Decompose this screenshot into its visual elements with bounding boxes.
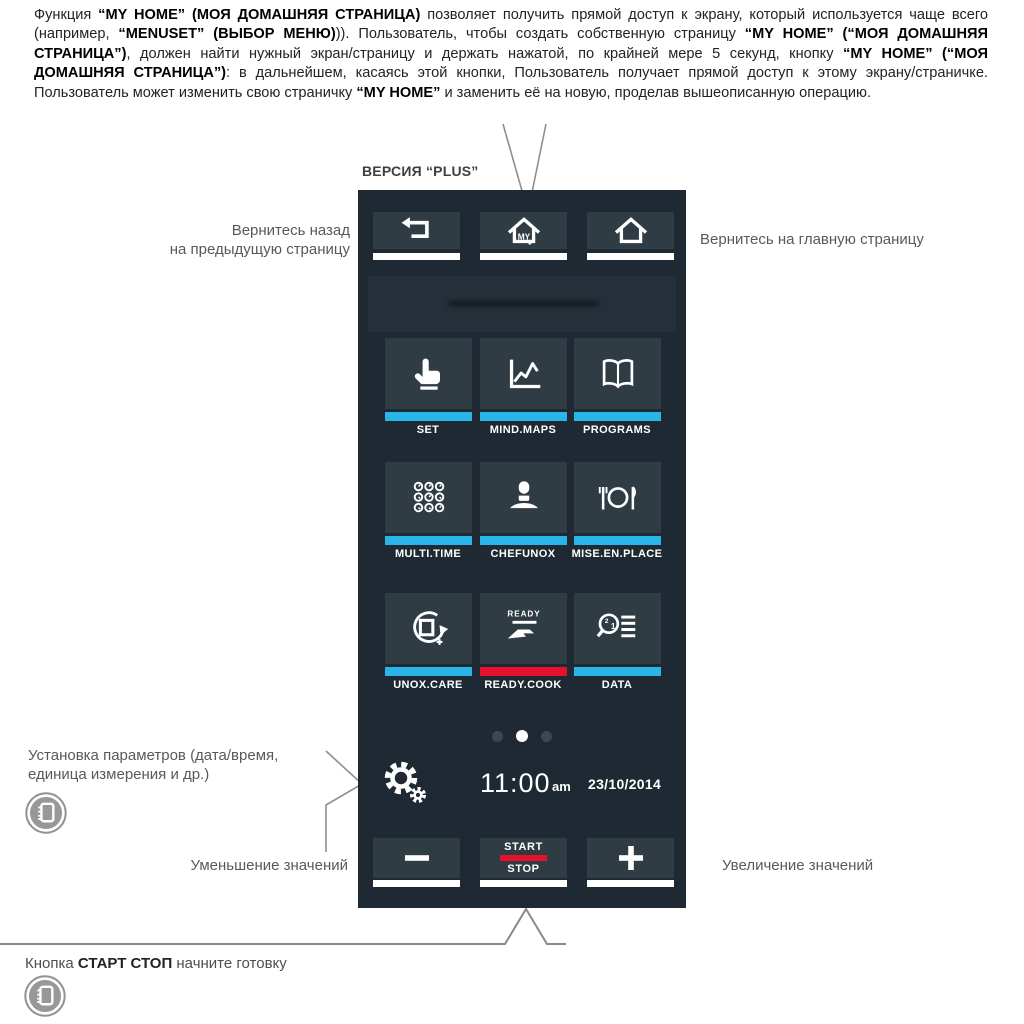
callout-settings-line1: Установка параметров (дата/время, [28, 747, 279, 764]
tile-set-label: SET [416, 424, 440, 436]
start-stop-callout-line [0, 909, 566, 944]
chart-icon [501, 351, 547, 397]
faint-text-smudge [448, 301, 598, 306]
callout-back-line2: на предыдущую страницу [169, 241, 350, 258]
my-home-star-dot [528, 241, 531, 244]
tile-chefunox-label: CHEFUNOX [490, 548, 556, 560]
tile-unox-care[interactable] [385, 593, 472, 664]
data-digit-2: 2 [604, 617, 609, 625]
tile-chefunox[interactable] [480, 462, 567, 533]
start-stop-note [25, 955, 287, 972]
ready-cook-hand-icon [501, 606, 547, 652]
data-search-list-icon [595, 606, 641, 652]
mind-maps-bar [480, 412, 567, 421]
open-book-icon [595, 351, 641, 397]
pagination-dot-1[interactable] [516, 730, 528, 742]
set-bar [385, 412, 472, 421]
tile-data[interactable] [574, 593, 661, 664]
stop-label: STOP [507, 863, 540, 875]
callout-home-label: Вернитесь на главную страницу [700, 231, 924, 248]
my-home-button-underline [480, 253, 567, 260]
tile-data-label: DATA [601, 679, 633, 691]
decrease-button-underline [373, 880, 460, 887]
unox-care-bar [385, 667, 472, 676]
tile-programs[interactable] [574, 338, 661, 409]
tile-mise-en-place-label: MISE.EN.PLACE [571, 548, 663, 560]
version-label: ВЕРСИЯ “PLUS” [362, 163, 479, 179]
settings-callout-line [326, 751, 362, 852]
start-stop-note-suffix: начните готовку [172, 955, 287, 972]
clock-time: 11:00 [480, 768, 551, 798]
my-home-icon [504, 211, 544, 251]
home-button[interactable] [587, 212, 674, 249]
home-button-underline [587, 253, 674, 260]
callout-back-line1: Вернитесь назад [231, 222, 350, 239]
pagination-dot-0[interactable] [492, 731, 503, 742]
data-digit-1: 1 [610, 621, 615, 631]
increase-button[interactable] [587, 838, 674, 878]
tile-programs-label: PROGRAMS [583, 424, 651, 436]
plus-icon [614, 841, 648, 875]
my-home-icon-text: MY [517, 230, 530, 241]
start-stop-button[interactable] [480, 838, 567, 878]
manual-reference-icon [24, 791, 68, 835]
tile-mind-maps-label: MIND.MAPS [489, 424, 557, 436]
care-refresh-icon [406, 606, 452, 652]
multi-clock-grid-icon [406, 475, 452, 521]
programs-bar [574, 412, 661, 421]
home-icon [611, 211, 651, 251]
tile-mise-en-place[interactable] [574, 462, 661, 533]
pagination-dots [486, 729, 558, 743]
mise-en-place-bar [574, 536, 661, 545]
manual-reference-icon-bottom [23, 974, 67, 1018]
tile-unox-care-label: UNOX.CARE [393, 679, 463, 691]
tile-multi-time[interactable] [385, 462, 472, 533]
clock-date: 23/10/2014 [588, 776, 662, 792]
tile-set[interactable] [385, 338, 472, 409]
callout-back-label [100, 221, 350, 259]
minus-icon [400, 841, 434, 875]
my-home-button[interactable] [480, 212, 567, 249]
callout-settings-line2: единица измерения и др.) [28, 766, 210, 783]
clock-meridiem: am [552, 779, 571, 794]
callout-settings-label [28, 746, 278, 784]
back-arrow-icon [398, 212, 436, 250]
tile-ready-cook[interactable] [480, 593, 567, 664]
ready-cook-bar [480, 667, 567, 676]
pagination-dot-2[interactable] [541, 731, 552, 742]
start-stop-button-underline [480, 880, 567, 887]
callout-increase-label: Увеличение значений [722, 857, 874, 874]
intro-paragraph: Функция “MY HOME” (МОЯ ДОМАШНЯЯ СТРАНИЦА) позволяет получить прямой доступ к экрану, который используется чаще всего (например, “MENUSET” (ВЫБОР МЕНЮ))). Пользователь, чтобы создать собственную страницу “MY HOME” (“МОЯ ДОМАШНЯЯ СТРАНИЦА”), должен найти нужный экран/страницу и держать нажатой, по крайней мере 5 секунд, кнопку “MY HOME” (“МОЯ ДОМАШНЯЯ СТРАНИЦА”): в дальнейшем, касаясь этой кнопки, Пользователь получает прямой доступ к этому экрану/страничке. Пользователь может изменить свою страничку “MY HOME” и заменить её на новую, проделав вышеописанную операцию. [34, 7, 989, 101]
increase-button-underline [587, 880, 674, 887]
back-button[interactable] [373, 212, 460, 249]
tile-mind-maps[interactable] [480, 338, 567, 409]
start-stop-note-prefix: Кнопка [25, 955, 78, 972]
callout-decrease-label: Уменьшение значений [190, 857, 348, 874]
tile-ready-cook-label: READY.COOK [484, 679, 562, 691]
set-finger-icon [406, 351, 452, 397]
place-setting-icon [595, 475, 641, 521]
ghost-screen-area [368, 276, 676, 332]
chef-icon [501, 475, 547, 521]
data-bar [574, 667, 661, 676]
start-stop-red-bar [500, 855, 547, 861]
ready-text: READY [506, 609, 541, 619]
settings-gear-icon[interactable] [382, 760, 428, 804]
decrease-button[interactable] [373, 838, 460, 878]
oven-control-panel [358, 190, 686, 908]
chefunox-bar [480, 536, 567, 545]
tile-multi-time-label: MULTI.TIME [394, 548, 462, 560]
multi-time-bar [385, 536, 472, 545]
back-button-underline [373, 253, 460, 260]
start-stop-note-bold: СТАРТ СТОП [77, 955, 173, 972]
start-label: START [504, 841, 543, 853]
